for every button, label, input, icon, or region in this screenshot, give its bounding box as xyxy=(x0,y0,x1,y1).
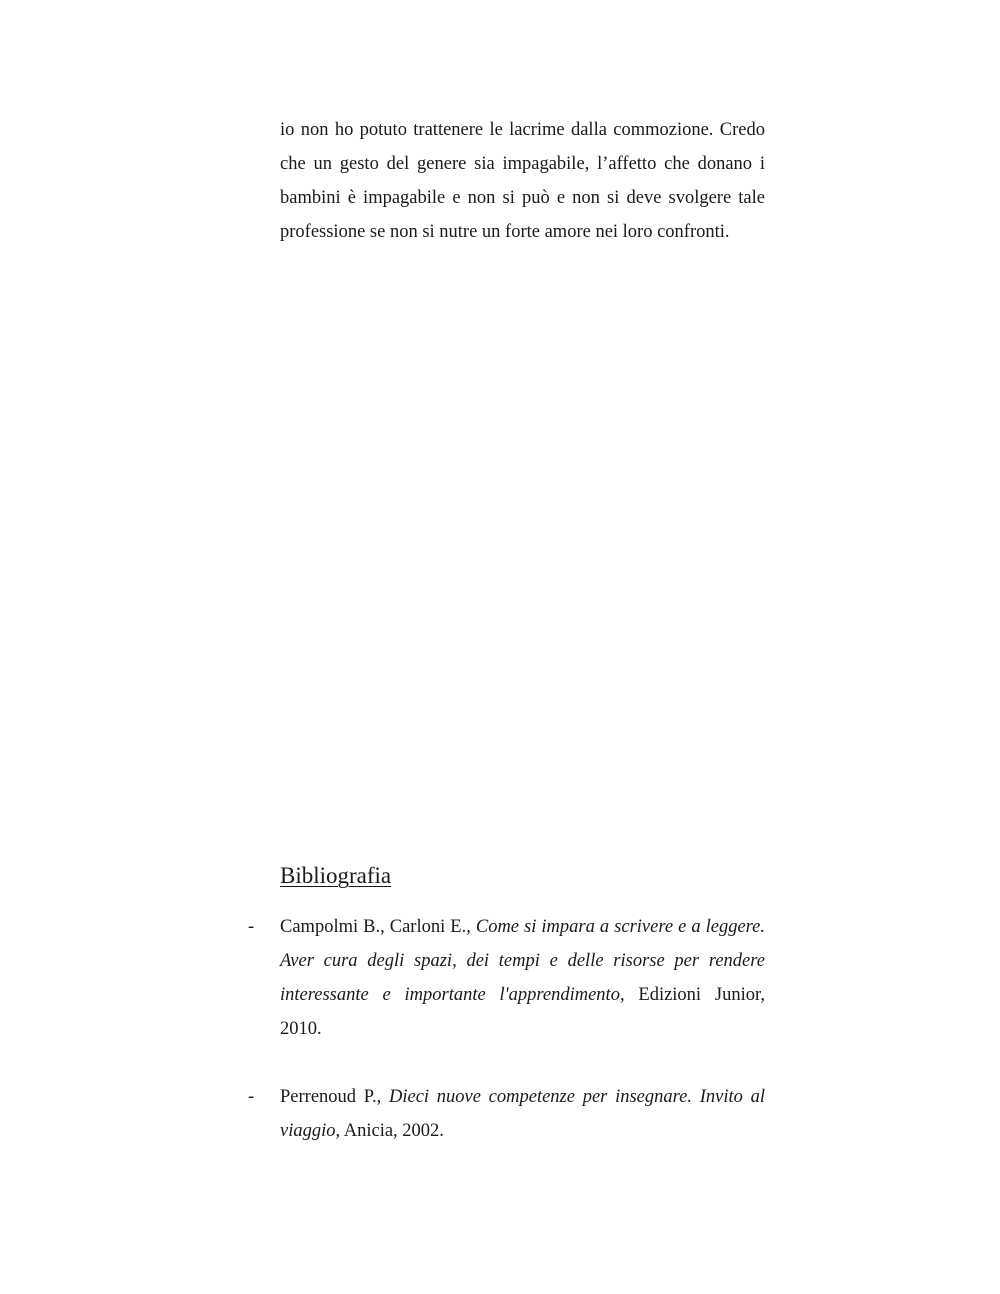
list-marker: - xyxy=(248,917,255,937)
entry-authors: Perrenoud P., xyxy=(280,1087,382,1107)
entry-publisher-year: Edizioni Junior, 2010. xyxy=(280,985,766,1039)
entry-title: Come si impara a scrivere e a leggere. Aver cura degli spazi, dei tempi e delle risorse per rendere interessante e importante l'apprendimento, xyxy=(280,917,766,1005)
bibliography-entry xyxy=(248,910,766,1046)
list-marker: - xyxy=(248,1087,255,1107)
bibliography-entry xyxy=(248,1080,765,1148)
entry-title: Dieci nuove competenze per insegnare. Invito al viaggio xyxy=(280,1087,765,1141)
bibliography-heading: Bibliografia xyxy=(280,863,392,888)
entry-publisher-year: , Anicia, 2002. xyxy=(335,1121,444,1141)
entry-authors: Campolmi B., Carloni E., xyxy=(280,917,471,937)
body-paragraph: io non ho potuto trattenere le lacrime dalla commozione. Credo che un gesto del genere sia impagabile, l’affetto che donano i bambini è impagabile e non si può e non si deve svolgere tale professione se non si nutre un forte amore nei loro confronti. xyxy=(280,120,765,242)
